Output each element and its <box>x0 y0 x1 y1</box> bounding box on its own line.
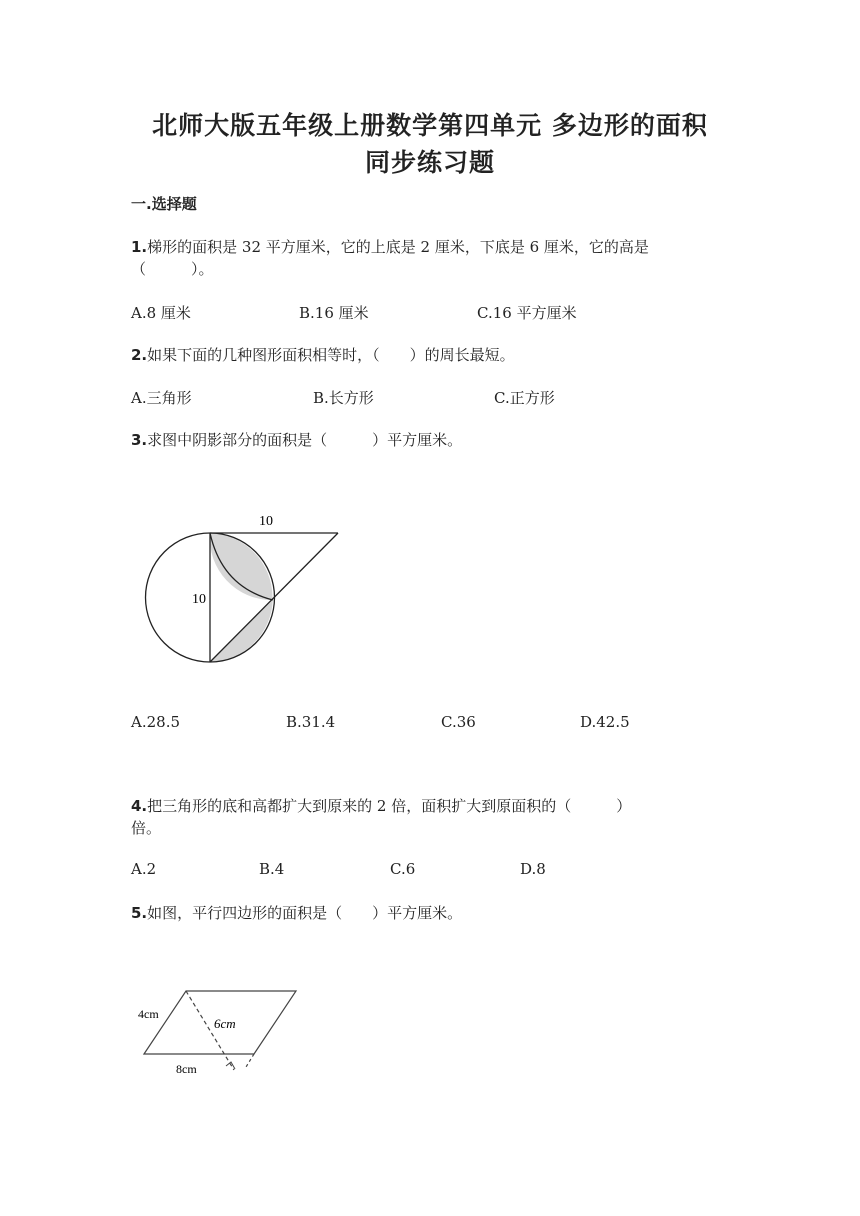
label-left: 10 <box>192 592 206 607</box>
question-text: 如图，平行四边形的面积是（ ）平方厘米。 <box>147 904 463 922</box>
question-number: 3. <box>131 431 148 449</box>
option-c[interactable]: C.6 <box>390 860 416 878</box>
question-2 <box>131 344 515 365</box>
label-side: 4cm <box>138 1007 159 1021</box>
circle-shaded-figure <box>138 505 348 670</box>
option-d[interactable]: D.42.5 <box>580 713 630 731</box>
option-c[interactable]: C.36 <box>441 713 476 731</box>
question-text: 求图中阴影部分的面积是（ ）平方厘米。 <box>147 431 463 449</box>
option-b[interactable]: B.4 <box>259 860 285 878</box>
option-a[interactable]: A.2 <box>131 860 157 878</box>
question-1 <box>131 236 649 257</box>
question-text: 梯形的面积是 32 平方厘米，它的上底是 2 厘米，下底是 6 厘米，它的高是 <box>147 238 649 256</box>
question-number: 1. <box>131 238 148 256</box>
question-1-cont: （ ）。 <box>131 260 214 278</box>
label-base: 8cm <box>176 1062 197 1076</box>
question-text: 如果下面的几种图形面积相等时，（ ）的周长最短。 <box>147 346 515 364</box>
option-a[interactable]: A.28.5 <box>131 713 180 731</box>
question-5 <box>131 902 462 923</box>
parallelogram-figure <box>134 983 304 1083</box>
page-title: 北师大版五年级上册数学第四单元 多边形的面积 <box>152 111 708 140</box>
option-b[interactable]: B.16 厘米 <box>299 304 369 322</box>
question-3 <box>131 429 462 450</box>
section-heading: 一.选择题 <box>131 195 197 213</box>
label-top: 10 <box>259 514 273 529</box>
option-b[interactable]: B.31.4 <box>286 713 336 731</box>
question-number: 5. <box>131 904 148 922</box>
question-4-cont: 倍。 <box>131 819 162 837</box>
option-b[interactable]: B.长方形 <box>313 389 374 407</box>
option-a[interactable]: A.三角形 <box>131 389 192 407</box>
option-c[interactable]: C.正方形 <box>494 389 555 407</box>
question-text: 把三角形的底和高都扩大到原来的 2 倍，面积扩大到原面积的（ ） <box>147 797 632 815</box>
option-d[interactable]: D.8 <box>520 860 546 878</box>
label-height: 6cm <box>214 1016 236 1031</box>
option-c[interactable]: C.16 平方厘米 <box>477 304 577 322</box>
question-number: 4. <box>131 797 148 815</box>
question-number: 2. <box>131 346 148 364</box>
page-subtitle: 同步练习题 <box>364 148 495 177</box>
question-4 <box>131 795 631 816</box>
option-a[interactable]: A.8 厘米 <box>131 304 191 322</box>
